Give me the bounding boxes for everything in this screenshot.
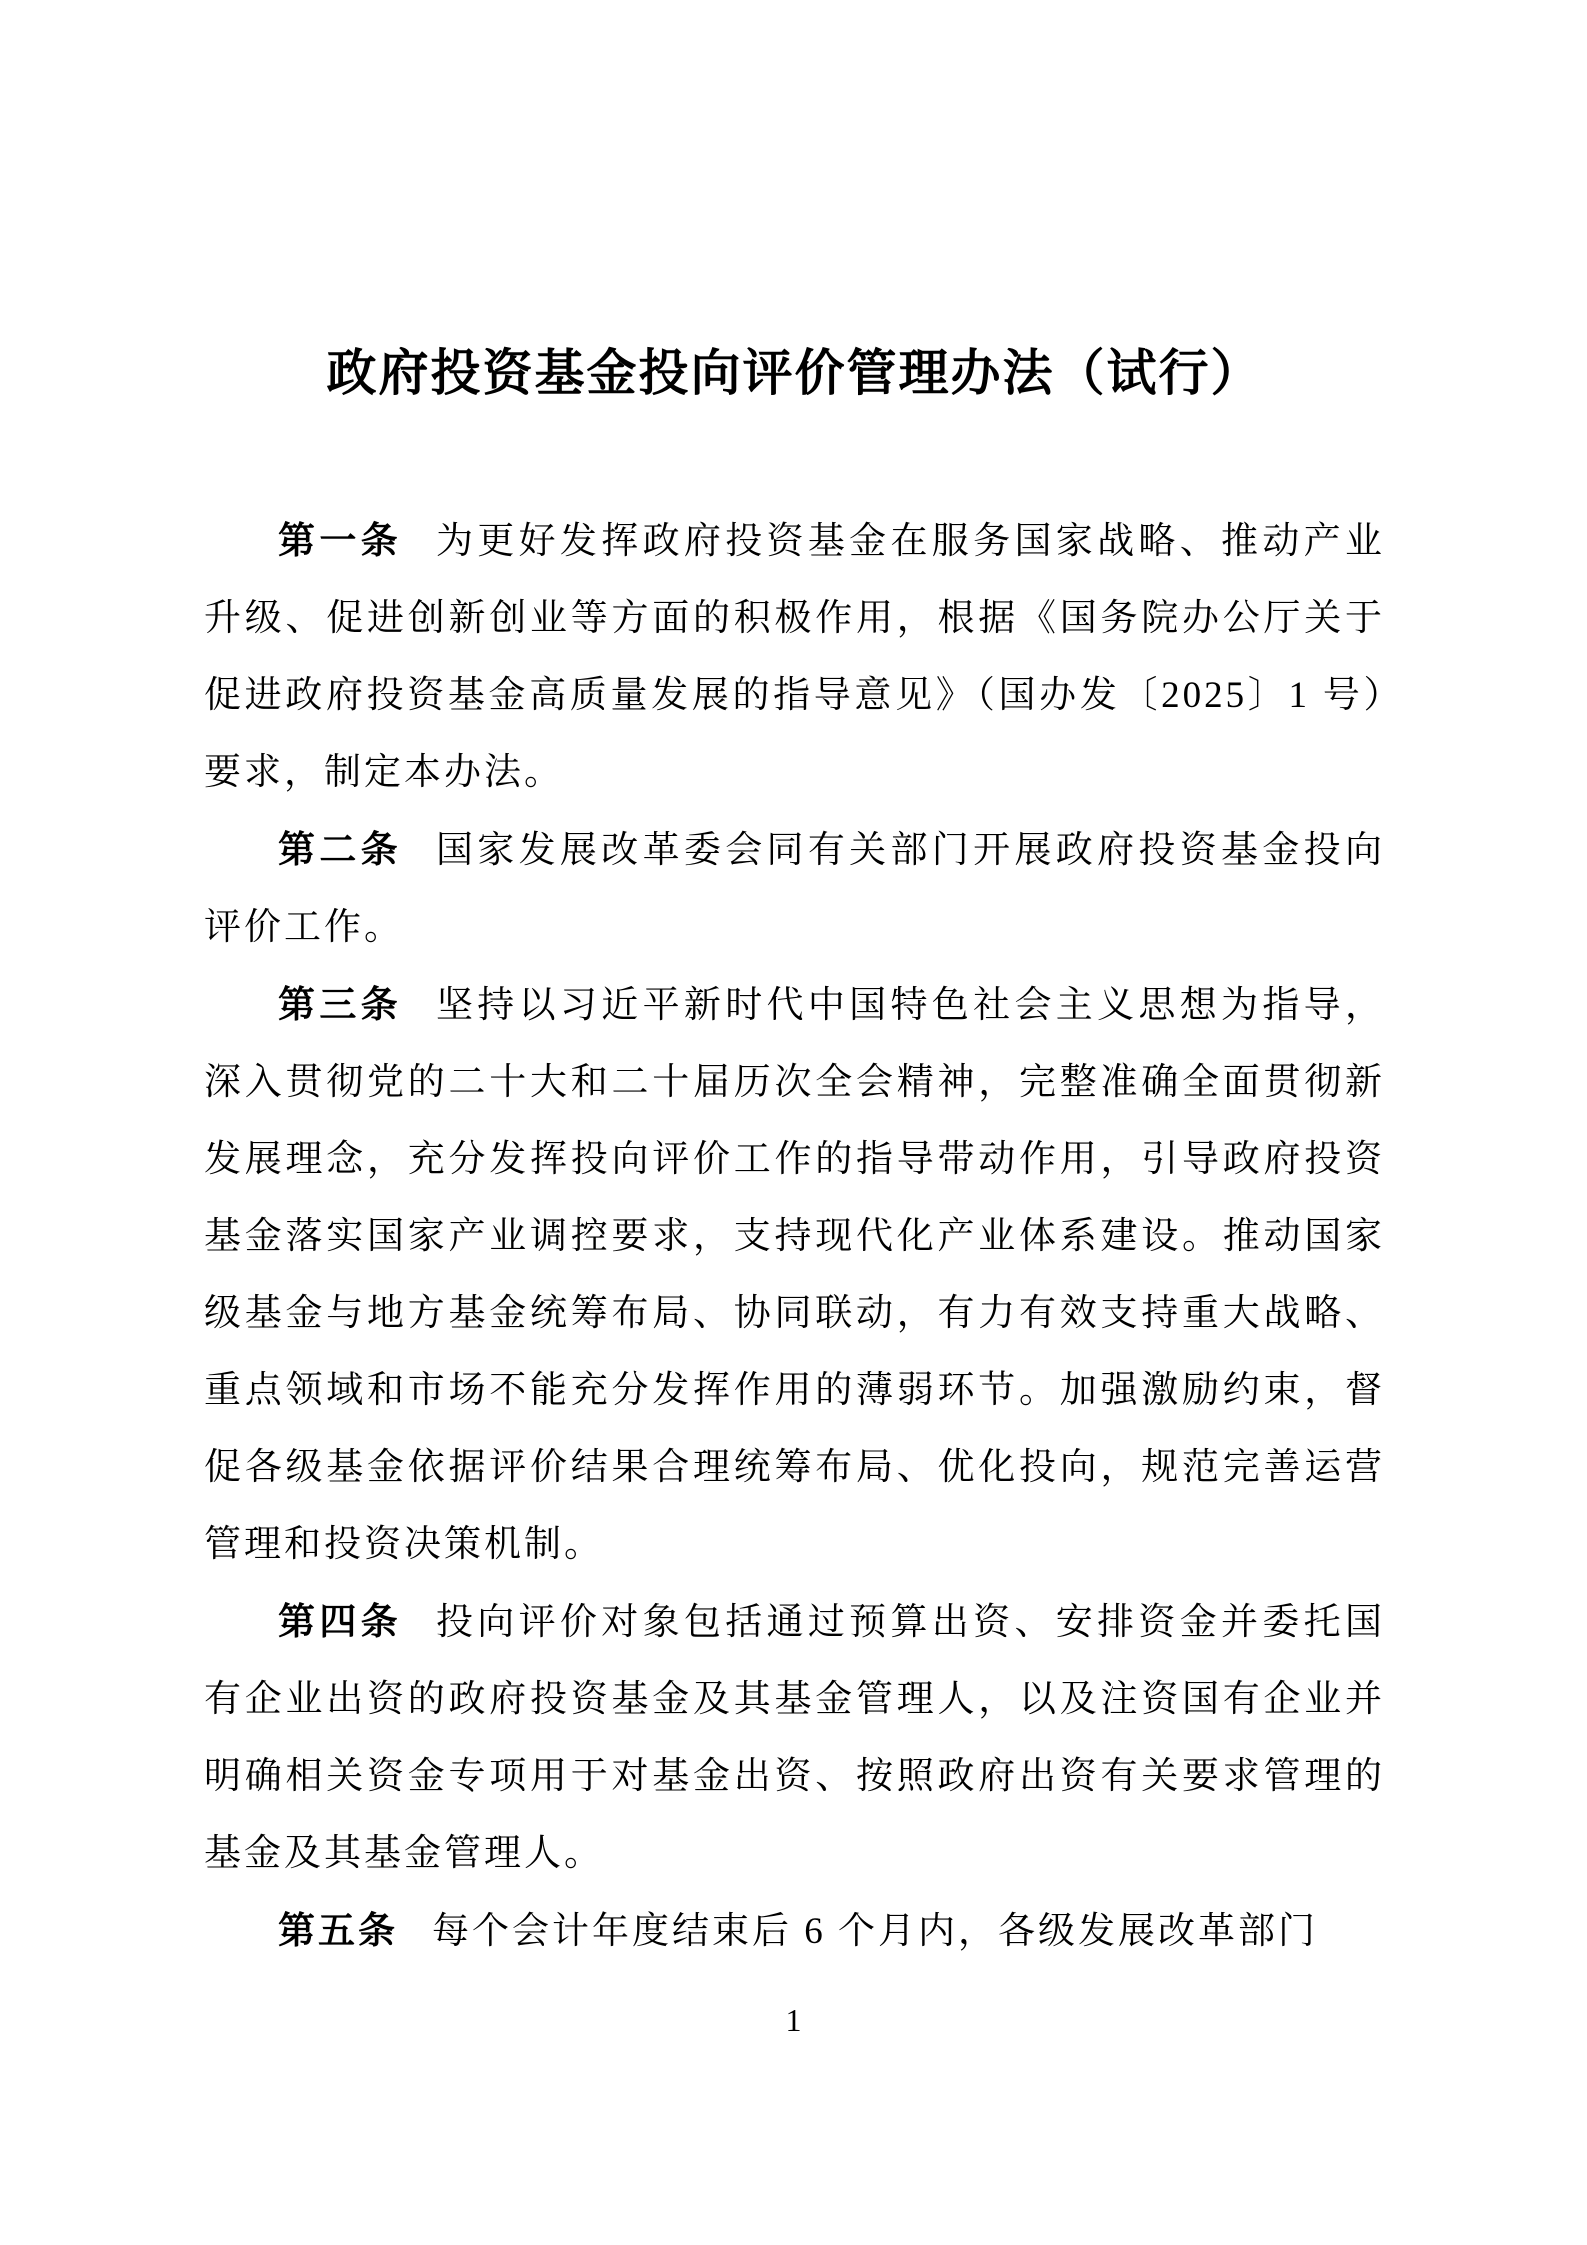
article-3-text: 坚持以习近平新时代中国特色社会主义思想为指导，深入贯彻党的二十大和二十届历次全会精神，完整准确全面贯彻新发展理念，充分发挥投向评价工作的指导带动作用，引导政府投资基金落实国家产业调控要求，支持现代化产业体系建设。推动国家级基金与地方基金统筹布局、协同联动，有力有效支持重大战略、重点领域和市场不能充分发挥作用的薄弱环节。加强激励约束，督促各级基金依据评价结果合理统筹布局、优化投向，规范完善运营管理和投资决策机制。 bbox=[204, 985, 1386, 1565]
article-paragraph-4 bbox=[204, 1583, 1385, 1892]
article-paragraph-1 bbox=[204, 502, 1385, 811]
article-paragraph-5 bbox=[204, 1892, 1385, 1970]
page-number: 1 bbox=[785, 2002, 802, 2038]
article-5-label: 第五条 bbox=[278, 1910, 398, 1951]
article-paragraph-2 bbox=[204, 811, 1385, 966]
article-2-label: 第二条 bbox=[278, 829, 402, 870]
article-5-text: 每个会计年度结束后 6 个月内，各级发展改革部门 bbox=[432, 1911, 1318, 1952]
document-body bbox=[204, 502, 1385, 1970]
article-1-text: 为更好发挥政府投资基金在服务国家战略、推动产业升级、促进创新创业等方面的积极作用，根据《国务院办公厅关于促进政府投资基金高质量发展的指导意见》（国办发〔2025〕1 号）要求，制定本办法。 bbox=[204, 521, 1386, 793]
article-1-label: 第一条 bbox=[278, 520, 402, 561]
article-4-text: 投向评价对象包括通过预算出资、安排资金并委托国有企业出资的政府投资基金及其基金管理人，以及注资国有企业并明确相关资金专项用于对基金出资、按照政府出资有关要求管理的基金及其基金管理人。 bbox=[204, 1602, 1386, 1874]
article-2-text: 国家发展改革委会同有关部门开展政府投资基金投向评价工作。 bbox=[204, 830, 1386, 948]
article-4-label: 第四条 bbox=[278, 1601, 402, 1642]
article-paragraph-3 bbox=[204, 966, 1385, 1583]
document-content bbox=[204, 338, 1385, 1970]
document-title: 政府投资基金投向评价管理办法（试行） bbox=[326, 345, 1263, 401]
article-3-label: 第三条 bbox=[278, 984, 402, 1025]
